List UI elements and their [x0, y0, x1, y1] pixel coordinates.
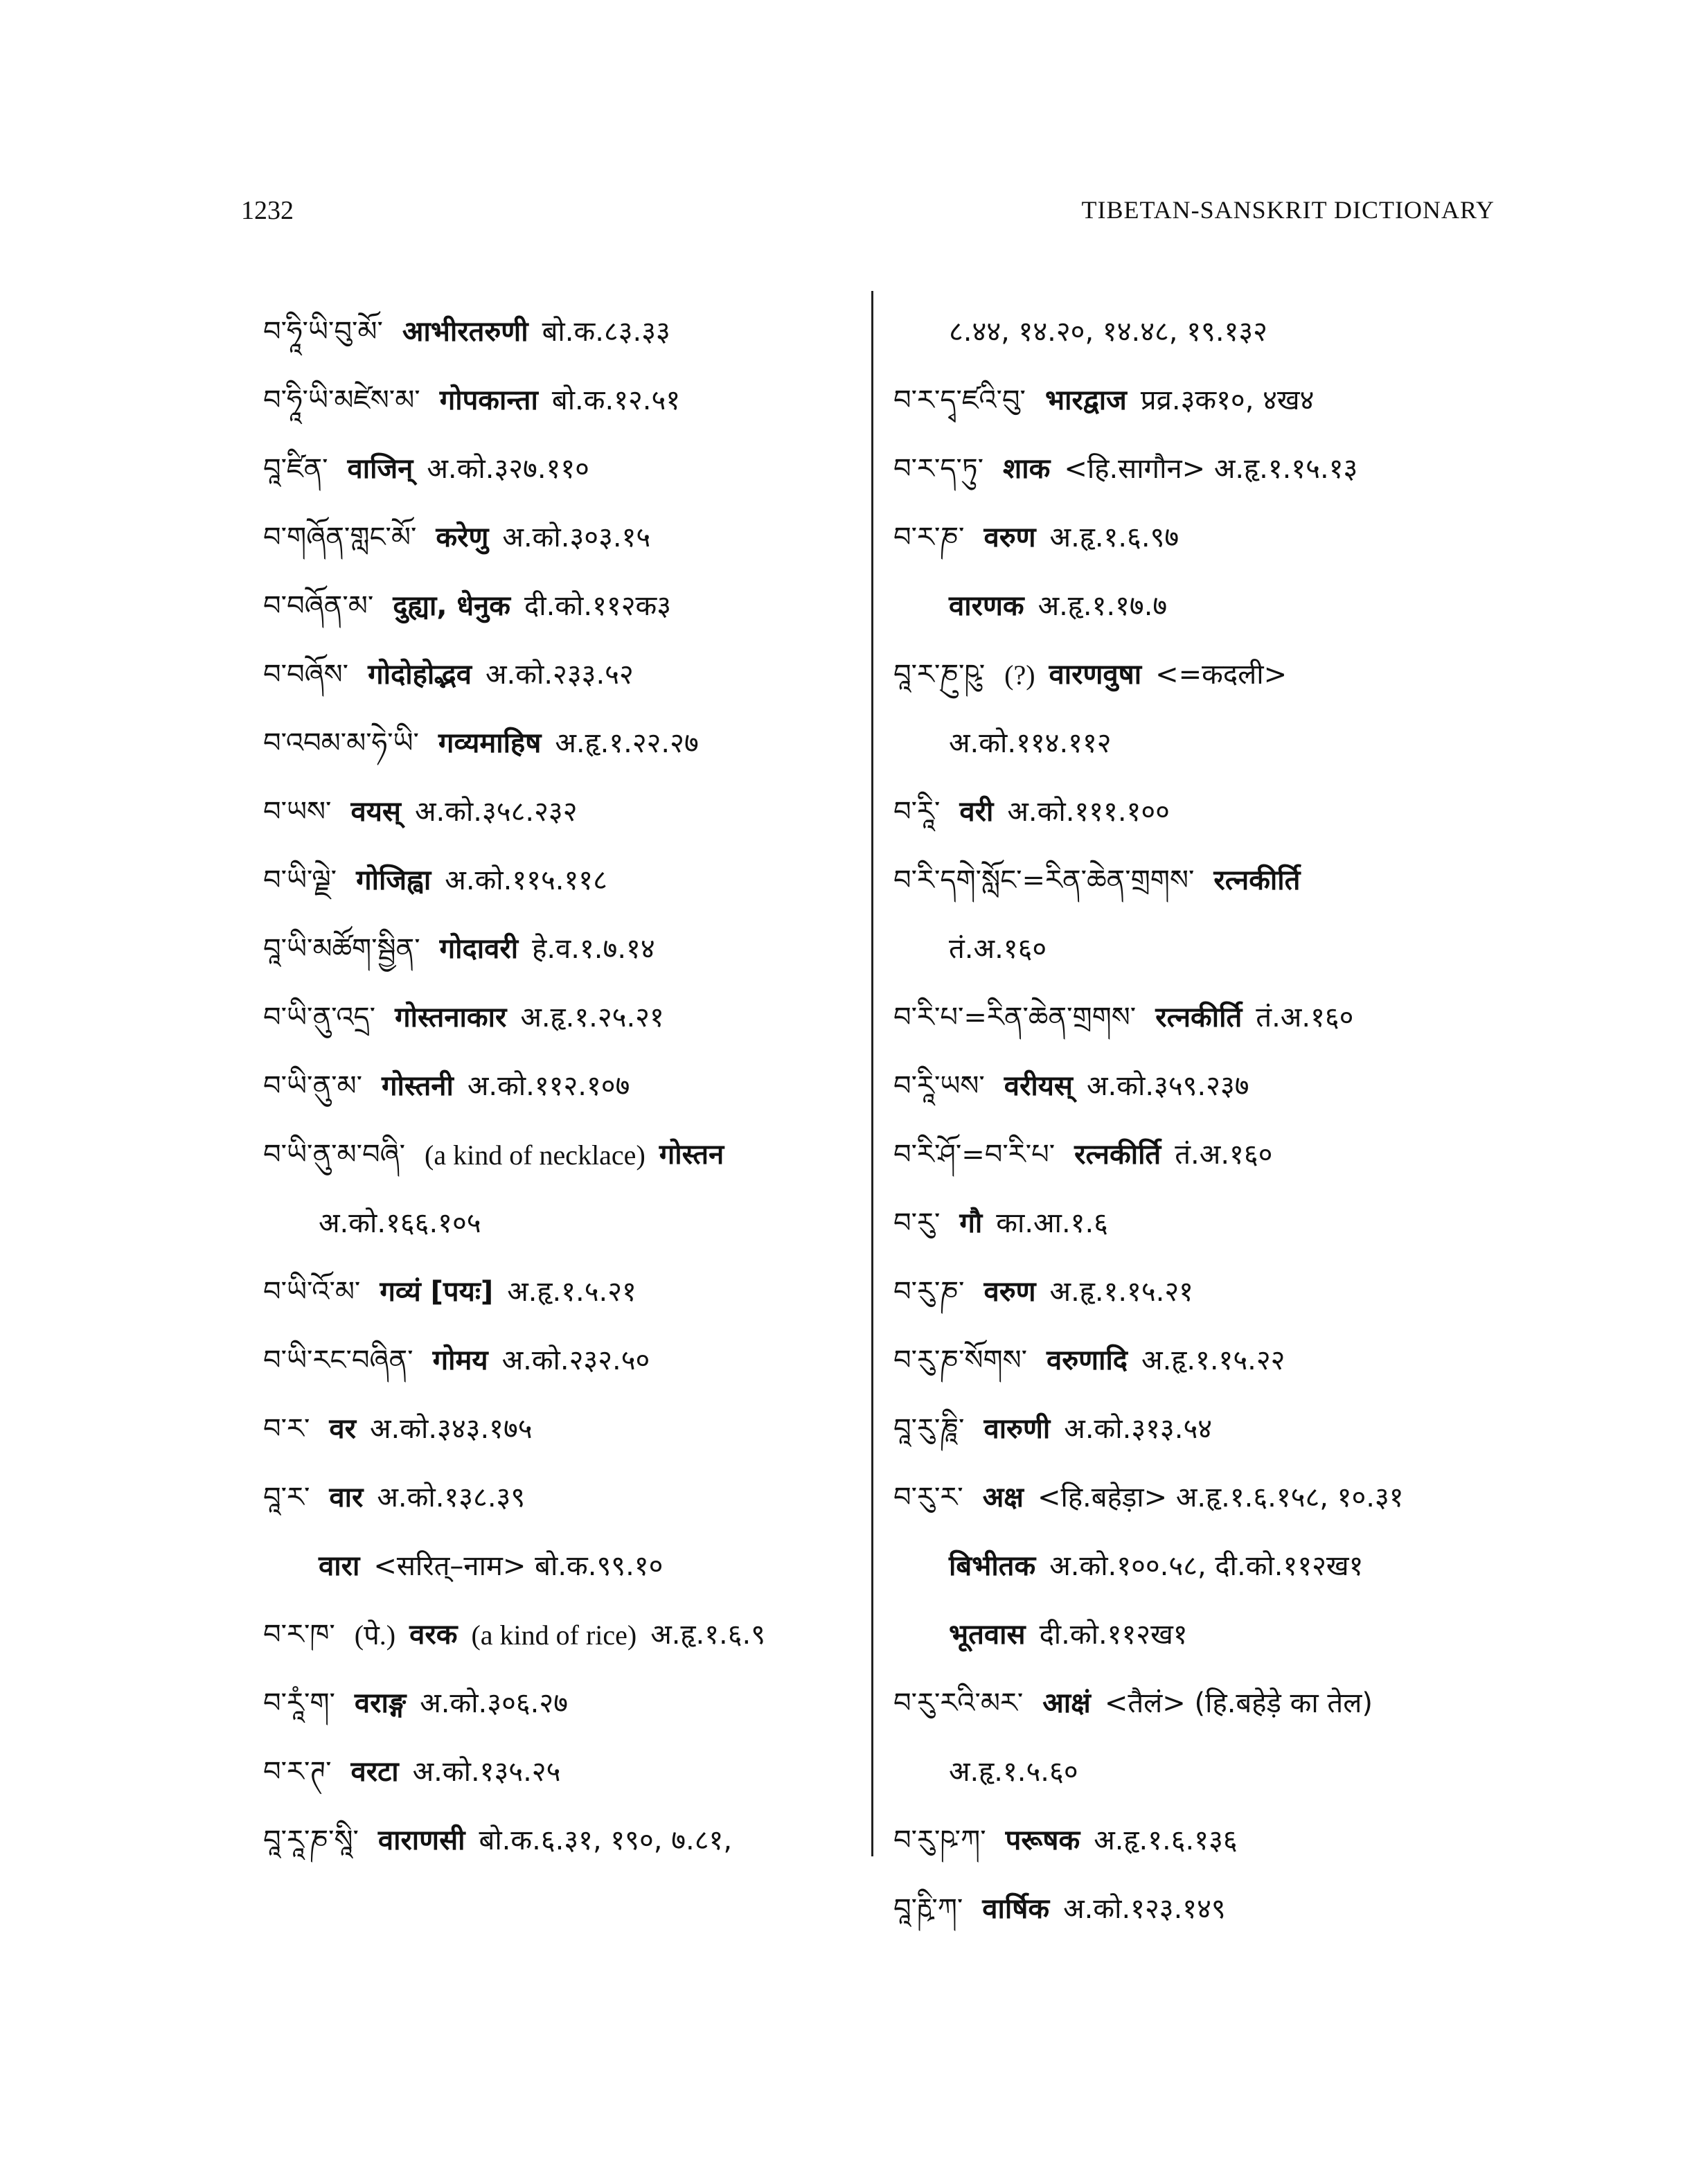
sanskrit-equivalent: वराङ्ग: [354, 1687, 407, 1719]
sanskrit-equivalent: आभीरतरुणी: [402, 316, 528, 348]
source-reference: अ.को.२३२.५०: [501, 1344, 650, 1376]
sanskrit-equivalent: गोस्तनी: [382, 1070, 454, 1102]
source-reference: बो.क.६.३१, १९०, ७.८१,: [479, 1825, 733, 1856]
sanskrit-equivalent: गौ: [959, 1207, 983, 1239]
source-reference: अ.को.३५९.२३७: [1086, 1070, 1249, 1102]
dictionary-entry: [263, 366, 859, 435]
tibetan-headword: བཱ་ར་: [263, 1482, 310, 1513]
dictionary-entry: [893, 1669, 1517, 1738]
tibetan-headword: བ་རུ་ར་: [893, 1482, 963, 1513]
dictionary-entry: [893, 1121, 1517, 1189]
sanskrit-equivalent: वरक: [409, 1619, 458, 1651]
source-reference: प्रव्र.३क१०, ४ख४: [1140, 384, 1315, 416]
source-reference: तं.अ.१६०: [1175, 1139, 1273, 1171]
dictionary-entry: [263, 984, 859, 1052]
source-reference: अ.को.३१३.५४: [1064, 1413, 1213, 1445]
sanskrit-equivalent: वयस्: [350, 796, 401, 828]
dictionary-entry: [893, 1464, 1517, 1532]
sanskrit-equivalent: भूतवास: [949, 1619, 1026, 1651]
source-reference: हे.व.१.७.१४: [532, 933, 655, 965]
sanskrit-equivalent: गोस्तन: [659, 1139, 724, 1171]
tibetan-headword: བ་ཡི་ནུ་མ་: [263, 1070, 362, 1102]
dictionary-entry: [263, 846, 859, 915]
source-reference: <=कदली>: [1155, 659, 1288, 691]
sanskrit-equivalent: गोदोहोद्भव: [368, 659, 472, 691]
tibetan-headword: བ་འབམ་མ་ཧེ་ཡི་: [263, 727, 419, 759]
tibetan-headword: བ་ཧཱི་ཡི་མཛེས་མ་: [263, 384, 420, 416]
tibetan-headword: བ་རཱི་: [893, 796, 941, 828]
sanskrit-equivalent: बिभीतक: [949, 1550, 1036, 1582]
tibetan-headword: བ་ར་ཎ་: [893, 522, 965, 553]
sanskrit-equivalent: गोस्तनाकार: [395, 1002, 507, 1033]
tibetan-headword: བ་རཱཾ་ག་: [263, 1687, 335, 1719]
sanskrit-equivalent: वार्षिक: [982, 1893, 1050, 1925]
tibetan-headword: བ་ར་ཊ་: [263, 1756, 332, 1788]
tibetan-headword: བ་ཡི་ནུ་མ་བཞི་: [263, 1139, 406, 1171]
dictionary-entry: [263, 1052, 859, 1121]
source-reference: अ.हृ.१.१५.२२: [1141, 1344, 1285, 1376]
dictionary-entry: [893, 1395, 1517, 1464]
dictionary-entry: [263, 572, 859, 641]
dictionary-entry: [893, 778, 1517, 846]
source-reference: अ.को.३२७.११०: [427, 453, 589, 485]
tibetan-headword: བ་ར་ཁ་: [263, 1619, 335, 1651]
tibetan-headword: བཱ་ར་ཎུ་ཥུ་: [893, 659, 986, 691]
dictionary-entry: [263, 1464, 859, 1532]
sanskrit-equivalent: वरुण: [983, 1276, 1036, 1308]
dictionary-entry: [263, 298, 859, 366]
tibetan-headword: བ་བཞོན་མ་: [263, 590, 374, 622]
dictionary-entry: [263, 1326, 859, 1395]
tibetan-headword: བ་ཡས་: [263, 796, 332, 828]
dictionary-entry: [263, 435, 859, 504]
source-reference: अ.को.११४.११२: [949, 727, 1112, 759]
column-divider: [871, 291, 873, 1856]
tibetan-headword: བ་བཞོས་: [263, 659, 349, 691]
sanskrit-equivalent: गोमय: [432, 1344, 488, 1376]
source-reference: अ.को.१६६.१०५: [319, 1207, 481, 1239]
tibetan-headword: བ་ཡི་ནུ་འདྲ་: [263, 1002, 376, 1033]
tibetan-headword: བ་ཡི་ལྗེ་: [263, 864, 337, 896]
dictionary-entry: [893, 1052, 1517, 1121]
tibetan-headword: བ་རི་དགེ་སློང་=རིན་ཆེན་གྲགས་: [893, 864, 1195, 896]
source-reference: अ.को.११५.११८: [445, 864, 607, 896]
sanskrit-equivalent: वाजिन्: [347, 453, 413, 485]
dictionary-entry: [893, 1258, 1517, 1326]
sanskrit-equivalent: वारा: [319, 1550, 360, 1582]
source-reference: अ.हृ.१.६.१३६: [1094, 1825, 1238, 1856]
sanskrit-equivalent: वरी: [959, 796, 994, 828]
sanskrit-equivalent: वरीयस्: [1004, 1070, 1073, 1102]
sanskrit-equivalent: वारणवुषा: [1049, 659, 1142, 691]
sanskrit-equivalent: गोजिह्वा: [356, 864, 431, 896]
sanskrit-equivalent: दुह्या, धेनुक: [393, 590, 510, 622]
source-reference: अ.हृ.१.१५.२१: [1049, 1276, 1193, 1308]
sanskrit-equivalent: वर: [329, 1413, 356, 1445]
source-reference: अ.हृ.१.५.६०: [949, 1756, 1078, 1788]
entry-continuation: [893, 1738, 1517, 1806]
entry-note: (पे.): [354, 1619, 396, 1651]
tibetan-headword: བ་གཞོན་གླང་མོ་: [263, 522, 417, 553]
source-reference: <तैलं> (हि.बहेड़े का तेल): [1104, 1687, 1373, 1719]
sanskrit-equivalent: गव्यं [पयः]: [380, 1276, 494, 1308]
source-reference: अ.हृ.१.६.९७: [1049, 522, 1179, 553]
dictionary-entry: [263, 1738, 859, 1806]
source-reference: अ.हृ.१.१७.७: [1037, 590, 1168, 622]
source-reference: अ.को.३५८.२३२: [414, 796, 578, 828]
sanskrit-equivalent: वाराणसी: [377, 1825, 465, 1856]
source-reference: अ.हृ.१.६.९: [650, 1619, 766, 1651]
entry-continuation: [893, 1601, 1517, 1669]
source-reference: <हि.सागौन> अ.हृ.१.१५.१३: [1064, 453, 1358, 485]
tibetan-headword: བ་ཡི་འོ་མ་: [263, 1276, 361, 1308]
tibetan-headword: བཱ་ཡི་མཚོག་སྦྱིན་: [263, 933, 420, 965]
tibetan-headword: བ་རུ་ཎ་: [893, 1276, 965, 1308]
dictionary-entry: [893, 984, 1517, 1052]
sanskrit-equivalent: अक्ष: [982, 1482, 1024, 1513]
sanskrit-equivalent: वारुणी: [983, 1413, 1051, 1445]
source-reference: अ.को.३४३.१७५: [369, 1413, 533, 1445]
dictionary-entry: [893, 641, 1517, 709]
sanskrit-equivalent: वारणक: [949, 590, 1024, 622]
entry-continuation: [893, 1532, 1517, 1601]
source-reference: अ.को.१११.१००: [1007, 796, 1170, 828]
tibetan-headword: བ་རུ་རའི་མར་: [893, 1687, 1024, 1719]
sanskrit-equivalent: भारद्वाज: [1044, 384, 1127, 416]
dictionary-entry: [893, 1326, 1517, 1395]
dictionary-entry: [893, 1189, 1517, 1258]
source-reference: तं.अ.१६०: [949, 933, 1047, 965]
source-reference: ८.४४, १४.२०, १४.४८, १९.१३२: [949, 316, 1267, 348]
dictionary-entry: [263, 1395, 859, 1464]
tibetan-headword: བ་རུ་ཎ་སོགས་: [893, 1344, 1027, 1376]
dictionary-entry: [263, 778, 859, 846]
sanskrit-equivalent: वरुण: [983, 522, 1036, 553]
source-reference: <सरित्–नाम> बो.क.९९.१०: [373, 1550, 664, 1582]
dictionary-entry: [893, 366, 1517, 435]
sanskrit-equivalent: शाक: [1003, 453, 1051, 485]
source-reference: अ.को.१२३.१४९: [1063, 1893, 1226, 1925]
source-reference: अ.को.११२.१०७: [467, 1070, 630, 1102]
source-reference: अ.हृ.१.२२.२७: [555, 727, 699, 759]
sanskrit-equivalent: रत्नकीर्ति: [1074, 1139, 1161, 1171]
entry-continuation: [893, 298, 1517, 366]
dictionary-entry: [263, 1669, 859, 1738]
dictionary-entry: [263, 1601, 859, 1669]
dictionary-entry: [263, 1806, 859, 1875]
dictionary-entry: [263, 1258, 859, 1326]
dictionary-entry: [893, 846, 1517, 915]
right-column: [893, 298, 1517, 1944]
sanskrit-equivalent: करेणु: [436, 522, 489, 553]
tibetan-headword: བ་ར་ད་ཏུ་: [893, 453, 984, 485]
tibetan-headword: བཱ་རཱ་ཎ་སཱི་: [263, 1825, 359, 1856]
dictionary-entry: [263, 641, 859, 709]
source-reference: अ.को.१३५.२५: [412, 1756, 561, 1788]
tibetan-headword: བ་རུ་ཥ་ཀ་: [893, 1825, 986, 1856]
sanskrit-equivalent: वरटा: [350, 1756, 399, 1788]
tibetan-headword: བཱ་ཛིན་: [263, 453, 328, 485]
left-column: [263, 298, 859, 1875]
source-reference: अ.को.२३३.५२: [485, 659, 634, 691]
entry-note: (a kind of necklace): [425, 1139, 645, 1171]
dictionary-entry: [263, 504, 859, 572]
entry-continuation: [893, 915, 1517, 984]
sanskrit-equivalent: आक्षं: [1042, 1687, 1091, 1719]
dictionary-entry: [893, 435, 1517, 504]
dictionary-entry: [893, 1806, 1517, 1875]
source-reference: बो.क.१२.५१: [551, 384, 681, 416]
tibetan-headword: བ་ཧཱི་ཡི་བུ་མོ་: [263, 316, 383, 348]
entry-continuation: [893, 572, 1517, 641]
source-reference: दी.को.११२ख१: [1039, 1619, 1188, 1651]
source-reference: का.आ.१.६: [996, 1207, 1108, 1239]
sanskrit-equivalent: गोपकान्ता: [439, 384, 538, 416]
source-reference: अ.को.३०६.२७: [420, 1687, 568, 1719]
dictionary-entry: [893, 1875, 1517, 1944]
source-reference: <हि.बहेड़ा> अ.हृ.१.६.१५८, १०.३१: [1037, 1482, 1404, 1513]
page-number: 1232: [241, 196, 294, 225]
entry-continuation: [263, 1532, 859, 1601]
tibetan-headword: བཱ་རྵི་ཀ་: [893, 1893, 963, 1925]
sanskrit-equivalent: रत्नकीर्ति: [1155, 1002, 1243, 1033]
dictionary-entry: [263, 709, 859, 778]
source-reference: दी.को.११२क३: [524, 590, 672, 622]
sanskrit-equivalent: वरुणादि: [1047, 1344, 1128, 1376]
entry-continuation: [893, 709, 1517, 778]
tibetan-headword: བ་ཡི་རང་བཞིན་: [263, 1344, 413, 1376]
tibetan-headword: བ་རི་པ་=རིན་ཆེན་གྲགས་: [893, 1002, 1137, 1033]
sanskrit-equivalent: वार: [329, 1482, 364, 1513]
dictionary-entry: [263, 915, 859, 984]
entry-note: (?): [1004, 659, 1035, 691]
source-reference: बो.क.८३.३३: [542, 316, 670, 348]
sanskrit-equivalent: रत्नकीर्ति: [1213, 864, 1301, 896]
sanskrit-equivalent: परूषक: [1005, 1825, 1080, 1856]
source-reference: अ.को.१३८.३९: [377, 1482, 526, 1513]
tibetan-headword: བ་རུ་: [893, 1207, 941, 1239]
source-reference: अ.हृ.१.२५.२१: [520, 1002, 664, 1033]
tibetan-headword: བ་ར་དྭ་ཛའི་བུ་: [893, 384, 1026, 416]
source-reference: अ.को.३०३.१५: [502, 522, 651, 553]
entry-gloss: (a kind of rice): [471, 1619, 637, 1651]
entry-continuation: [263, 1189, 859, 1258]
dictionary-entry: [893, 504, 1517, 572]
tibetan-headword: བ་ར་: [263, 1413, 310, 1445]
sanskrit-equivalent: गव्यमाहिष: [438, 727, 542, 759]
tibetan-headword: བཱ་རུ་ཎཱི་: [893, 1413, 965, 1445]
source-reference: अ.को.१००.५८, दी.को.११२ख१: [1049, 1550, 1364, 1582]
running-head: TIBETAN-SANSKRIT DICTIONARY: [1081, 196, 1495, 224]
tibetan-headword: བ་རི་ཤོ་=བ་རི་པ་: [893, 1139, 1056, 1171]
sanskrit-equivalent: गोदावरी: [439, 933, 519, 965]
tibetan-headword: བ་རཱི་ཡས་: [893, 1070, 985, 1102]
source-reference: अ.हृ.१.५.२१: [507, 1276, 636, 1308]
dictionary-entry: [263, 1121, 859, 1189]
source-reference: तं.अ.१६०: [1256, 1002, 1354, 1033]
